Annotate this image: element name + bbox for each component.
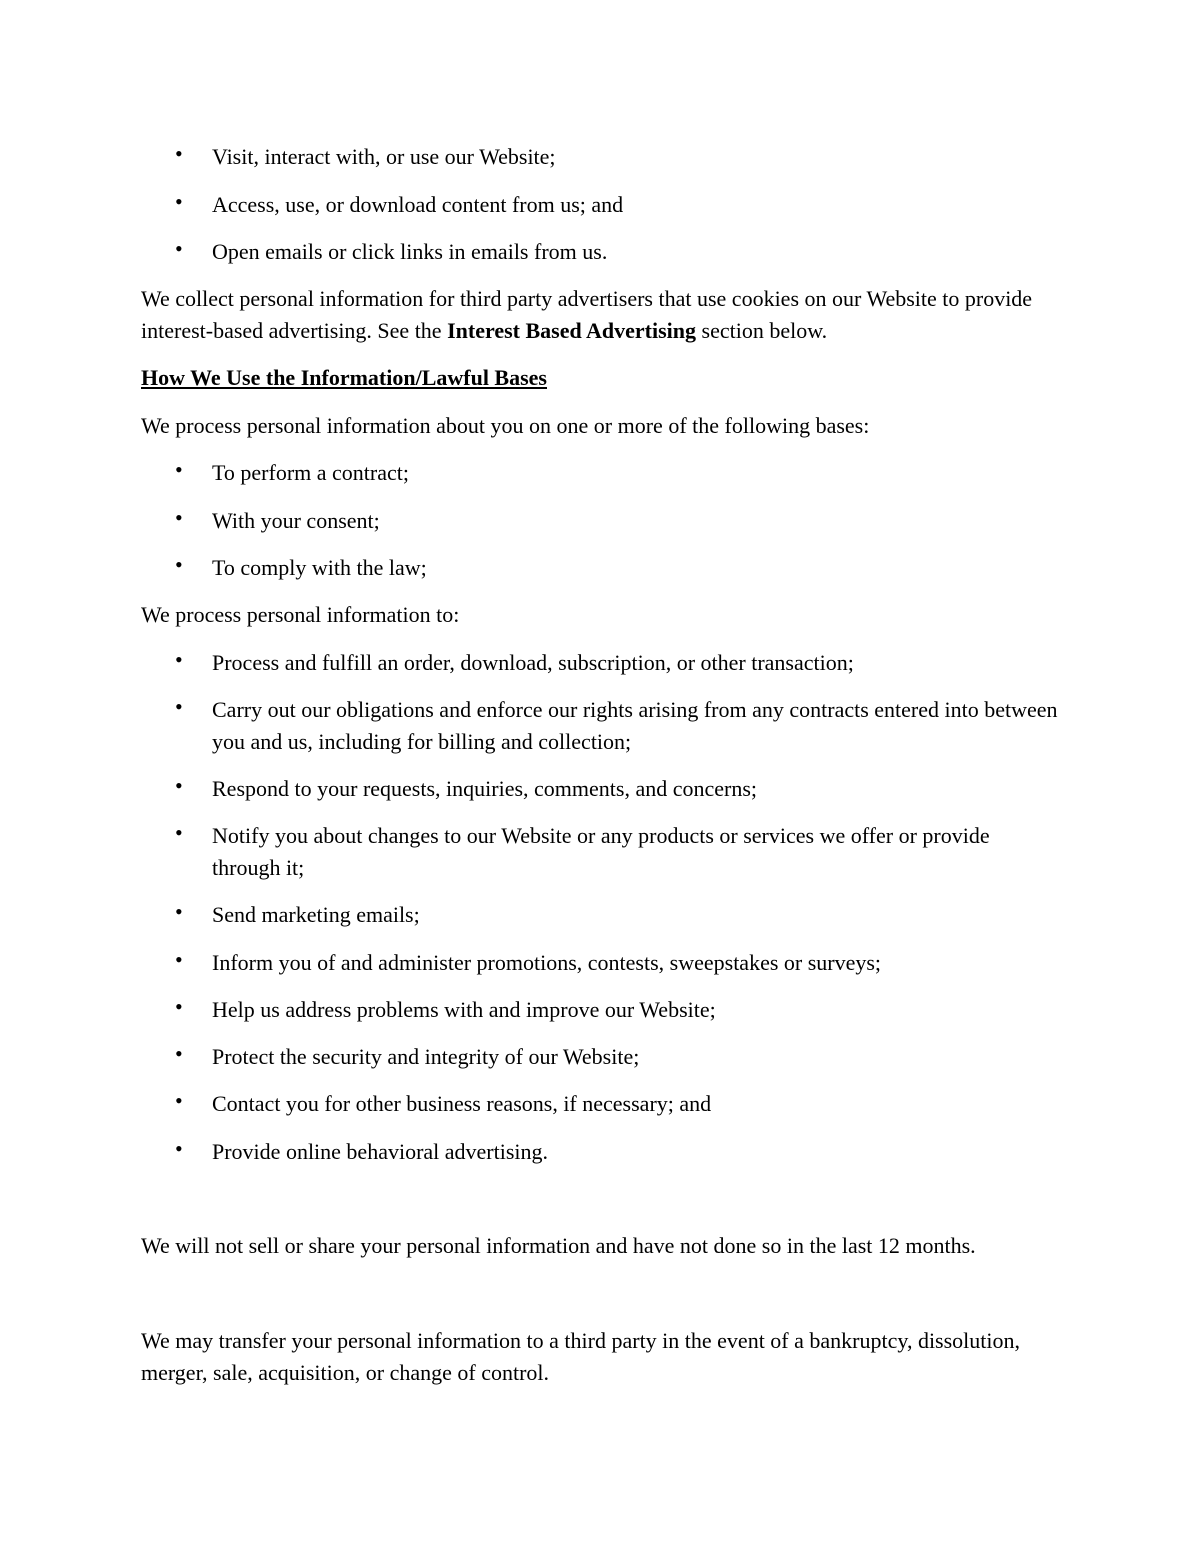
paragraph-third-party-advertisers	[141, 283, 1051, 347]
paragraph-bases-intro: We process personal information about you on one or more of the following bases:	[141, 413, 870, 438]
list-item: • To comply with the law;	[212, 552, 1062, 584]
list-item: • Open emails or click links in emails from us.	[212, 236, 1062, 268]
list-item: • Protect the security and integrity of our Website;	[212, 1041, 1062, 1073]
list-item: • Respond to your requests, inquiries, comments, and concerns;	[212, 773, 1062, 805]
list-item: • Help us address problems with and improve our Website;	[212, 994, 1062, 1026]
bold-section-reference: Interest Based Advertising	[447, 318, 697, 343]
list-item: • With your consent;	[212, 505, 1062, 537]
section-heading: How We Use the Information/Lawful Bases	[141, 365, 547, 390]
list-item: • Provide online behavioral advertising.	[212, 1136, 1062, 1168]
paragraph-text: We collect personal information for third party advertisers that use cookies on our Website to provide interest-based advertising. See the	[141, 286, 1033, 343]
list-item: • Access, use, or download content from us; and	[212, 189, 1062, 221]
paragraph-text: section below.	[696, 318, 828, 343]
list-item: • Carry out our obligations and enforce our rights arising from any contracts entered into between you and us, including for billing and collection;	[212, 694, 1062, 758]
list-item: • To perform a contract;	[212, 457, 1062, 489]
list-item: • Inform you of and administer promotions, contests, sweepstakes or surveys;	[212, 947, 1062, 979]
list-item: • Notify you about changes to our Website or any products or services we offer or provide through it;	[212, 820, 1062, 884]
paragraph-purposes-intro: We process personal information to:	[141, 602, 460, 627]
list-item: • Visit, interact with, or use our Website;	[212, 141, 1062, 173]
list-item: • Send marketing emails;	[212, 899, 1062, 931]
paragraph-no-sale: We will not sell or share your personal information and have not done so in the last 12 months.	[141, 1233, 976, 1258]
paragraph-transfer: We may transfer your personal information to a third party in the event of a bankruptcy, dissolution, merger, sale, acquisition, or change of control.	[141, 1328, 1021, 1385]
list-item: • Process and fulfill an order, download, subscription, or other transaction;	[212, 647, 1062, 679]
list-item: • Contact you for other business reasons, if necessary; and	[212, 1088, 1062, 1120]
